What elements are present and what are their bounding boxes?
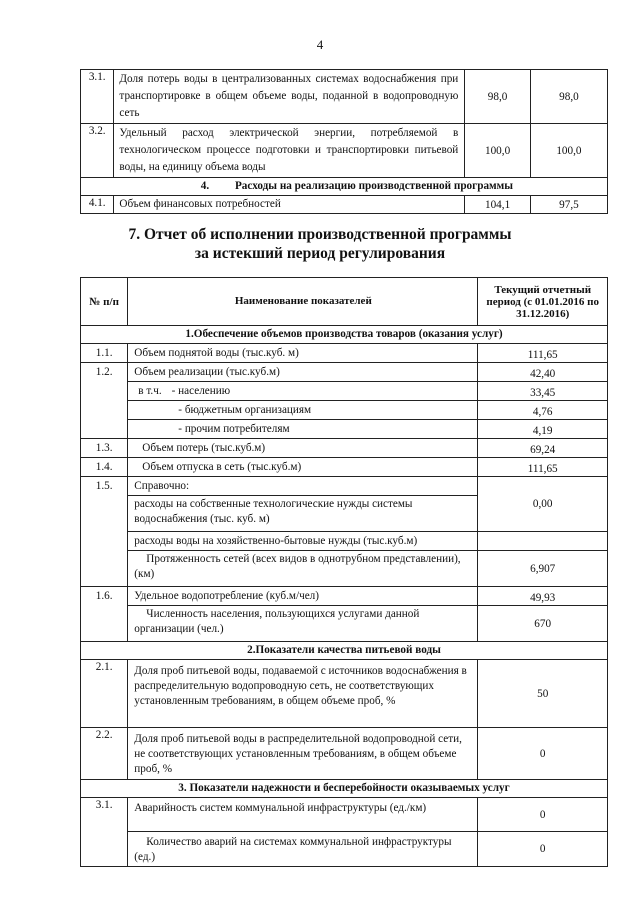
table-row: [81, 439, 608, 458]
row-number: 1.5.: [81, 477, 128, 587]
indicator-name: расходы воды на хозяйственно-бытовые нужды (тыс.куб.м): [128, 532, 478, 551]
indicator-value-actual: 100,0: [530, 124, 607, 178]
report-table: [80, 277, 608, 867]
section-heading: 1.Обеспечение объемов производства товаров (оказания услуг): [81, 326, 608, 344]
row-number: 1.3.: [81, 439, 128, 458]
indicator-name: Объем финансовых потребностей: [114, 196, 465, 214]
table-row: [81, 458, 608, 477]
section-heading: [81, 178, 608, 196]
table-row: [81, 344, 608, 363]
indicator-name: - прочим потребителям: [128, 420, 478, 439]
row-number: 4.1.: [81, 196, 114, 214]
table-row: [81, 401, 608, 420]
indicator-name: Численность населения, пользующихся услугами данной организации (чел.): [128, 606, 478, 642]
table-row: [81, 587, 608, 606]
indicator-name: Доля проб питьевой воды, подаваемой с источников водоснабжения в распределительную водопроводную сеть, не соответствующих установленным требованиям, в общем объеме проб, %: [128, 660, 478, 728]
indicator-name: [128, 382, 478, 401]
indicator-value: 111,65: [478, 344, 608, 363]
indicator-value: 42,40: [478, 363, 608, 382]
table-row: [81, 606, 608, 642]
indicator-value: 0,00: [478, 477, 608, 532]
indicator-value-plan: 98,0: [465, 70, 531, 124]
report-title-line1: 7. Отчет об исполнении производственной программы: [128, 226, 512, 243]
indicator-value-actual: 97,5: [530, 196, 607, 214]
indicator-name: Объем потерь (тыс.куб.м): [128, 439, 478, 458]
section-header-row: [81, 326, 608, 344]
table-row: [81, 70, 608, 124]
row-number: 2.2.: [81, 728, 128, 780]
indicator-value: 0: [478, 798, 608, 832]
indicator-value: 6,907: [478, 551, 608, 587]
indicator-value-actual: 98,0: [530, 70, 607, 124]
indicators-table-continued: [80, 69, 608, 214]
section-title: Расходы на реализацию производственной программы: [234, 180, 514, 192]
indicator-value: 4,76: [478, 401, 608, 420]
table-row: [81, 382, 608, 401]
row-number: 2.1.: [81, 660, 128, 728]
row-number: 3.1.: [81, 70, 114, 124]
indicator-name: Доля проб питьевой воды в распределительной водопроводной сети, не соответствующих установленным требованиям, в общем объеме проб, %: [128, 728, 478, 780]
table-row: [81, 124, 608, 178]
indicator-value-plan: 100,0: [465, 124, 531, 178]
table-row: [81, 728, 608, 780]
table-row: [81, 477, 608, 496]
indicator-name: Объем отпуска в сеть (тыс.куб.м): [128, 458, 478, 477]
page-number: 4: [316, 37, 324, 52]
indicator-name: - бюджетным организациям: [128, 401, 478, 420]
row-number: 1.6.: [81, 587, 128, 642]
indicator-name: Количество аварий на системах коммунальной инфраструктуры (ед.): [128, 832, 478, 867]
indicator-value: 49,93: [478, 587, 608, 606]
indicator-value: 0: [478, 832, 608, 867]
row-number: 1.4.: [81, 458, 128, 477]
table-row: [81, 660, 608, 728]
indicator-value: 111,65: [478, 458, 608, 477]
section-number: 4.: [200, 180, 210, 192]
table-row: [81, 798, 608, 832]
indicator-value: 4,19: [478, 420, 608, 439]
row-number: 3.2.: [81, 124, 114, 178]
indicator-name: Удельный расход электрической энергии, потребляемой в технологическом процессе подготовки и транспортировки питьевой воды, на единицу объема воды: [114, 124, 465, 178]
table-row: [81, 532, 608, 551]
table-row: [81, 196, 608, 214]
section-header-row: [81, 780, 608, 798]
table-row: [81, 363, 608, 382]
section-header-row: [81, 642, 608, 660]
indicator-name: Удельное водопотребление (куб.м/чел): [128, 587, 478, 606]
header-period: Текущий отчетный период (с 01.01.2016 по 31.12.2016): [478, 278, 608, 326]
section-heading: 3. Показатели надежности и бесперебойности оказываемых услуг: [81, 780, 608, 798]
header-number: № п/п: [81, 278, 128, 326]
indicator-value: 0: [478, 728, 608, 780]
indicator-name: Объем поднятой воды (тыс.куб. м): [128, 344, 478, 363]
indicator-value-plan: 104,1: [465, 196, 531, 214]
section-heading: 2.Показатели качества питьевой воды: [81, 642, 608, 660]
section-header-row: [81, 178, 608, 196]
indicator-name: Аварийность систем коммунальной инфраструктуры (ед./км): [128, 798, 478, 832]
indicator-subname: - населению: [171, 385, 231, 397]
table-row: [81, 551, 608, 587]
indicator-name: Протяженность сетей (всех видов в однотрубном представлении), (км): [128, 551, 478, 587]
indicator-name: Справочно:: [128, 477, 478, 496]
row-number: 3.1.: [81, 798, 128, 867]
indicator-value: 50: [478, 660, 608, 728]
table-row: [81, 420, 608, 439]
indicator-prefix: в т.ч.: [138, 385, 162, 397]
report-title-line2: за истекший период регулирования: [194, 245, 446, 262]
indicator-value: 69,24: [478, 439, 608, 458]
indicator-value: [478, 532, 608, 551]
indicator-value: 670: [478, 606, 608, 642]
indicator-name: расходы на собственные технологические нужды системы водоснабжения (тыс. куб. м): [128, 496, 478, 532]
indicator-name: Доля потерь воды в централизованных системах водоснабжения при транспортировке в общем объеме воды, поданной в водопроводную сеть: [114, 70, 465, 124]
table-row: [81, 832, 608, 867]
header-row: [81, 278, 608, 326]
indicator-name: Объем реализации (тыс.куб.м): [128, 363, 478, 382]
row-number: 1.1.: [81, 344, 128, 363]
indicator-value: 33,45: [478, 382, 608, 401]
row-number: 1.2.: [81, 363, 128, 439]
header-name: Наименование показателей: [128, 278, 478, 326]
